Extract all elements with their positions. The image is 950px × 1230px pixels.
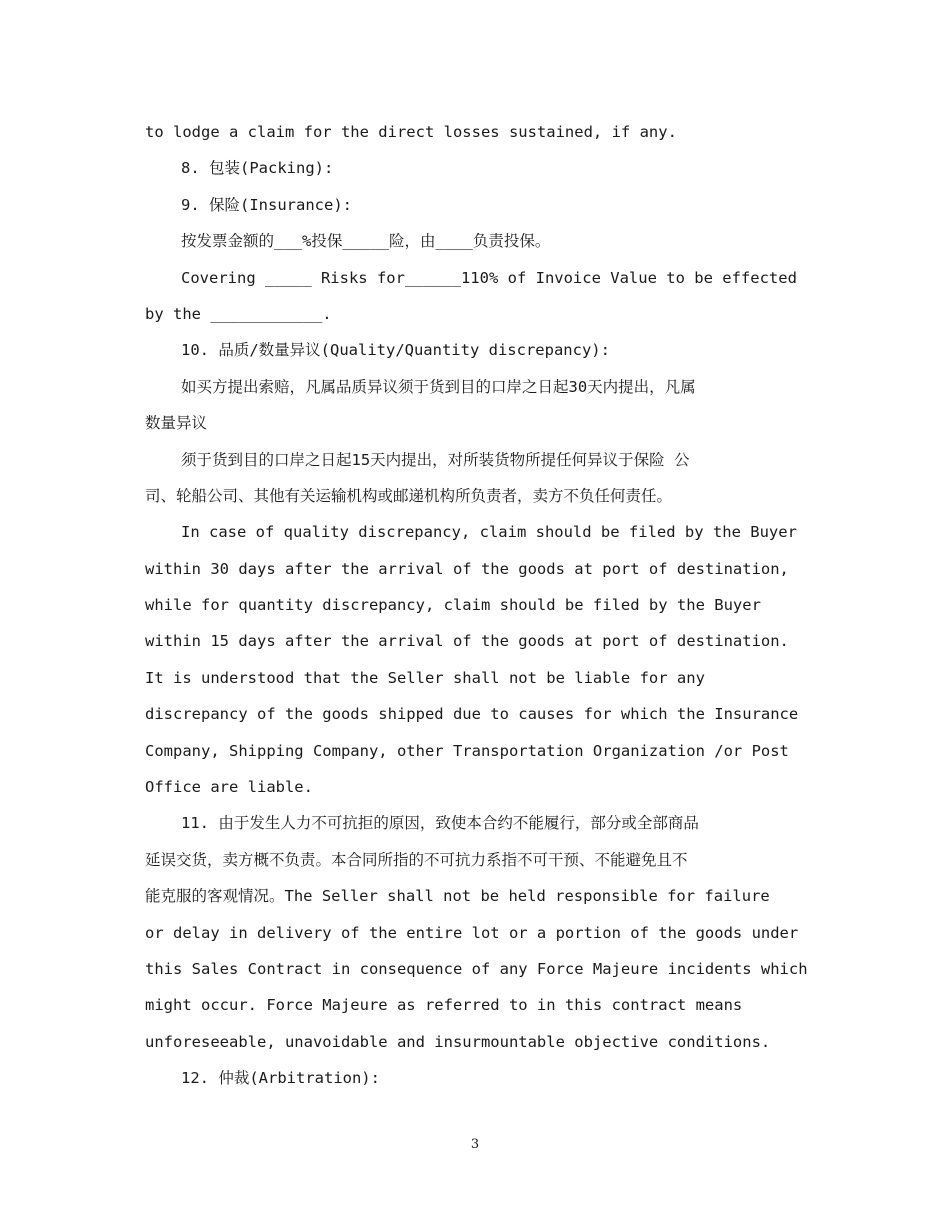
text-line: to lodge a claim for the direct losses sustained, if any.	[145, 123, 677, 141]
text-line: 数量异议	[145, 414, 208, 433]
document-body	[145, 114, 810, 1097]
text-line: discrepancy of the goods shipped due to causes for which the Insurance	[145, 705, 799, 724]
text-line: 司、轮船公司、其他有关运输机构或邮递机构所负责者，卖方不负任何责任。	[145, 486, 673, 505]
text-line: Company, Shipping Company, other Transportation Organization /or Post	[145, 741, 789, 760]
text-line: within 30 days after the arrival of the goods at port of destination,	[145, 559, 789, 578]
text-line: In case of quality discrepancy, claim should be filed by the Buyer	[181, 523, 797, 542]
text-line: within 15 days after the arrival of the goods at port of destination.	[145, 632, 789, 651]
text-line: this Sales Contract in consequence of any Force Majeure incidents which	[145, 959, 808, 978]
text-line: might occur. Force Majeure as referred to in this contract means	[145, 996, 743, 1015]
text-line: or delay in delivery of the entire lot or a portion of the goods under	[145, 923, 799, 942]
text-line: unforeseeable, unavoidable and insurmountable objective conditions.	[145, 1032, 771, 1051]
text-line: Office are liable.	[145, 778, 313, 797]
text-line: 12. 仲裁(Arbitration):	[181, 1069, 380, 1088]
text-line: It is understood that the Seller shall not be liable for any	[145, 668, 705, 687]
page-number: 3	[470, 1137, 480, 1152]
text-line: 能克服的客观情况。The Seller shall not be held responsible for failure	[145, 887, 770, 906]
text-line: by the ____________.	[145, 304, 332, 323]
text-line: 延误交货，卖方概不负责。本合同所指的不可抗力系指不可干预、不能避免且不	[145, 850, 688, 869]
text-line: 8. 包装(Packing):	[181, 159, 334, 178]
text-line: 9. 保险(Insurance):	[181, 195, 352, 214]
text-line: while for quantity discrepancy, claim should be filed by the Buyer	[145, 596, 761, 615]
text-line: 10. 品质/数量异议(Quality/Quantity discrepancy):	[181, 341, 610, 360]
text-line: 11. 由于发生人力不可抗拒的原因，致使本合约不能履行，部分或全部商品	[181, 814, 699, 833]
text-line: 如买方提出索赔，凡属品质异议须于货到目的口岸之日起30天内提出，凡属	[181, 377, 696, 396]
text-line: 须于货到目的口岸之日起15天内提出，对所装货物所提任何异议于保险 公	[181, 450, 690, 469]
text-line: 按发票金额的___%投保_____险，由____负责投保。	[181, 232, 551, 251]
text-line: Covering _____ Risks for______110% of Invoice Value to be effected	[181, 268, 797, 287]
